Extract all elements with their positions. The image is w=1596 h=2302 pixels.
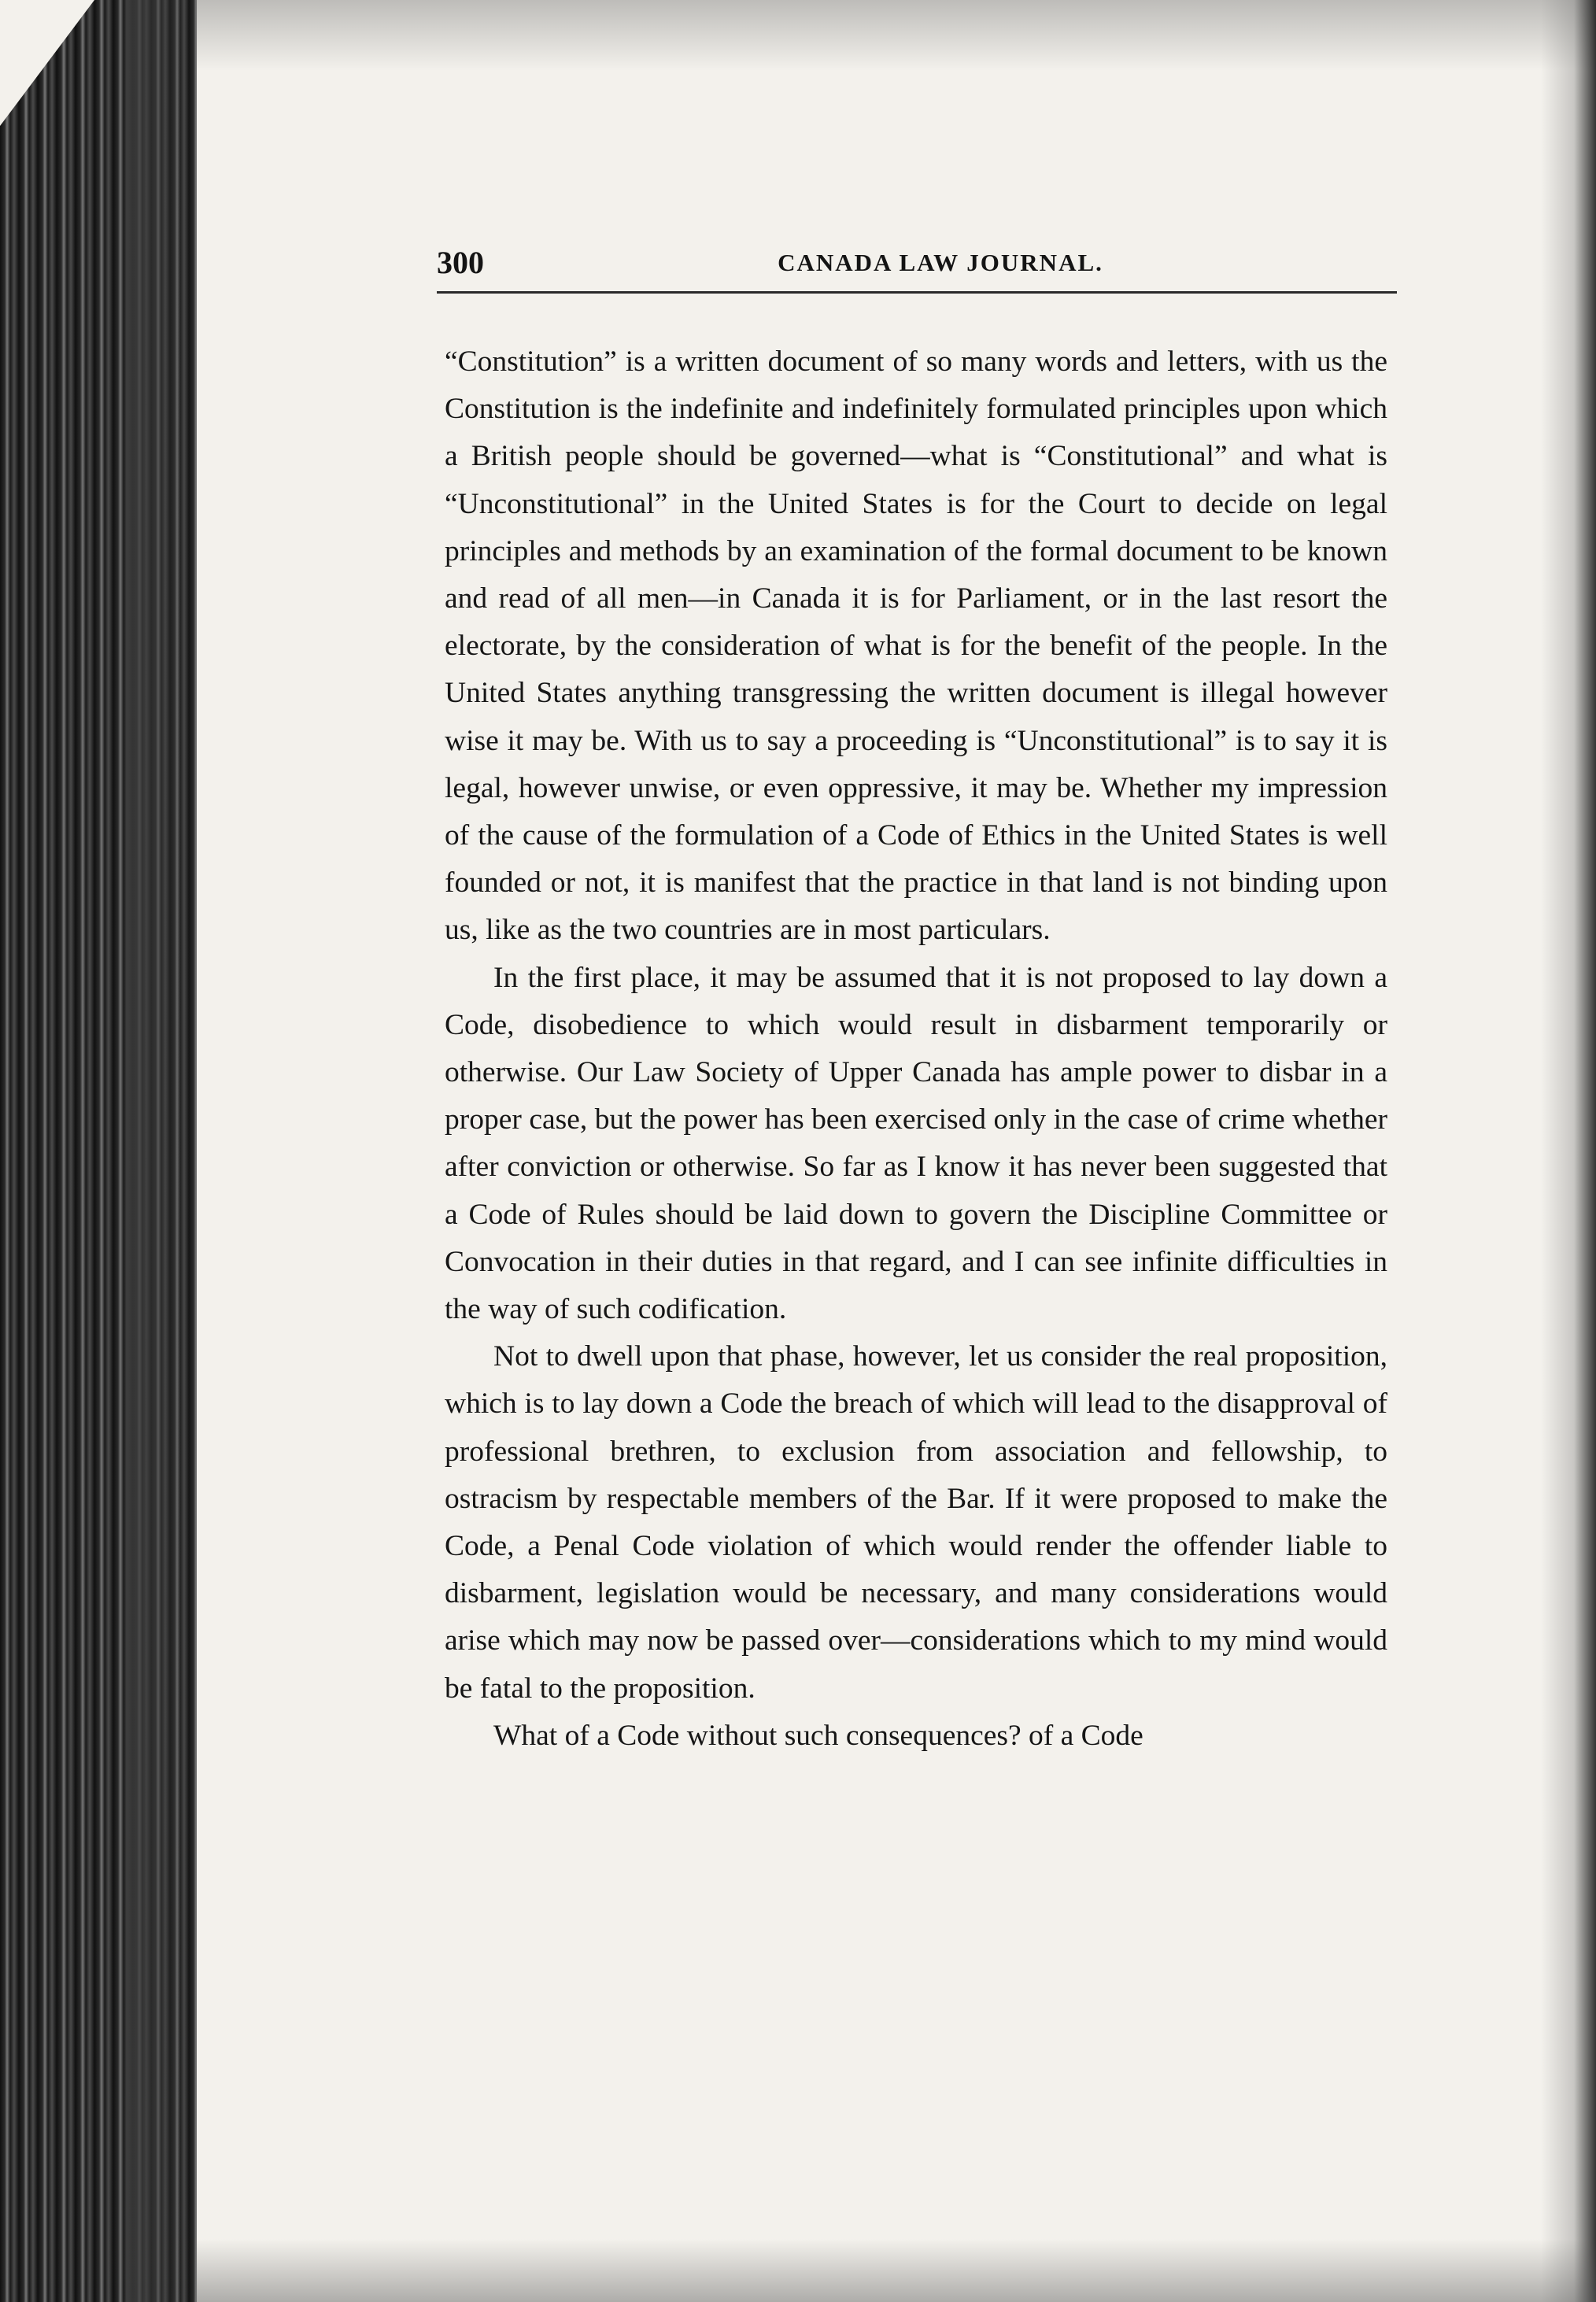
header-rule (437, 291, 1397, 294)
page-header (437, 244, 1397, 283)
page-number: 300 (437, 245, 484, 280)
paragraph: In the first place, it may be assumed that it is not proposed to lay down a Code, disobedience to which would result in disbarment temporarily or otherwise. Our Law Society of Upper Canada has ample power to disbar in a proper case, but the power has been exercised only in the case of crime whether after conviction or otherwise. So far as I know it has never been suggested that a Code of Rules should be laid down to govern the Discipline Committee or Convocation in their duties in that regard, and I can see infinite difficulties in the way of such codification. (445, 961, 1387, 1326)
book-gutter (0, 0, 197, 2302)
paragraph: “Constitution” is a written document of so many words and letters, with us the Constitution is the indefinite and indefinitely formulated principles upon which a British people should be governed—what is “Constitutional” and what is “Unconstitutional” in the United States is for the Court to decide on legal principles and methods by an examination of the formal document to be known and read of all men—in Canada it is for Parliament, or in the last resort the electorate, by the consideration of what is for the benefit of the people. In the United States anything transgressing the written document is illegal however wise it may be. With us to say a proceeding is “Unconstitutional” is to say it is legal, however unwise, or even oppressive, it may be. Whether my impression of the cause of the formulation of a Code of Ethics in the United States is well founded or not, it is manifest that the practice in that land is not binding upon us, like as the two countries are in most particulars. (445, 345, 1387, 947)
page-top-edge-shadow (197, 0, 1596, 71)
body-text (445, 338, 1387, 1760)
page-bottom-edge-shadow (197, 2239, 1596, 2302)
paragraph: What of a Code without such consequences? of a Code (493, 1719, 1143, 1752)
paragraph: Not to dwell upon that phase, however, let us consider the real proposition, which is to lay down a Code the breach of which will lead to the disapproval of professional brethren, to exclusion from association and fellowship, to ostracism by respectable members of the Bar. If it were proposed to make the Code, a Penal Code violation of which would render the offender liable to disbarment, legislation would be necessary, and many considerations would arise which may now be passed over—considerations which to my mind would be fatal to the proposition. (445, 1340, 1387, 1705)
running-title: CANADA LAW JOURNAL. (778, 249, 1103, 276)
page-right-edge-shadow (1541, 0, 1596, 2302)
